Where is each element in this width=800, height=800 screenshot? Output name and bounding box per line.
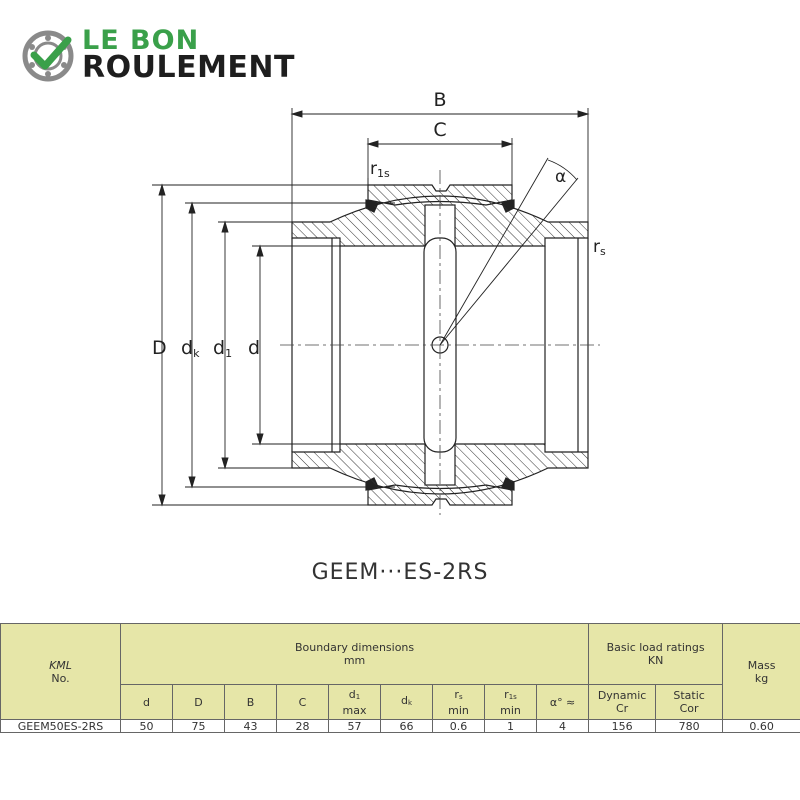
cell-D: 75 [173, 720, 225, 733]
subheader-dynamic: Dynamic Cr [589, 685, 656, 720]
cell-C: 28 [277, 720, 329, 733]
model-title: GEEM···ES-2RS [311, 560, 489, 585]
subheader-r1s: $r_{1s}$ min [485, 685, 537, 720]
header-boundary [121, 624, 589, 685]
header-load-line2: KN [647, 654, 664, 667]
header-kml [1, 624, 121, 720]
logo-text-line2: ROULEMENT [82, 50, 295, 85]
subheader-d: d [121, 685, 173, 720]
cell-cor: 780 [656, 720, 723, 733]
cell-mass: 0.60 [723, 720, 800, 733]
header-mass-line1: Mass [747, 658, 776, 672]
subheader-D: D [173, 685, 225, 720]
cell-d: 50 [121, 720, 173, 733]
label-d: d [248, 337, 261, 359]
label-B: B [433, 89, 447, 111]
label-D: D [152, 337, 167, 359]
label-dk: dk [181, 337, 200, 360]
header-boundary-line2: mm [343, 654, 366, 667]
subheader-static: Static Cor [656, 685, 723, 720]
subheader-B: B [225, 685, 277, 720]
label-C: C [433, 119, 447, 141]
header-load [589, 624, 723, 685]
cell-B: 43 [225, 720, 277, 733]
spec-table [0, 623, 800, 733]
cell-r1s: 1 [485, 720, 537, 733]
cell-rs: 0.6 [433, 720, 485, 733]
header-boundary-line1: Boundary dimensions [294, 641, 415, 654]
header-load-line1: Basic load ratings [606, 641, 705, 654]
cell-dk: 66 [381, 720, 433, 733]
subheader-d1: $d_1$ max [329, 685, 381, 720]
subheader-dk: $d_k$ [381, 685, 433, 720]
label-r1s: r1s [370, 159, 390, 180]
cell-d1: 57 [329, 720, 381, 733]
header-mass [723, 624, 800, 720]
header-kml-line2: No. [51, 671, 70, 685]
subheader-alpha: α° ≈ [537, 685, 589, 720]
subheader-rs: $r_s$ min [433, 685, 485, 720]
cell-cr: 156 [589, 720, 656, 733]
table-row [1, 720, 800, 733]
label-alpha: α [555, 167, 567, 187]
label-rs: rs [593, 237, 606, 258]
header-kml-line1: KML [49, 658, 72, 672]
subheader-C: C [277, 685, 329, 720]
cell-alpha: 4 [537, 720, 589, 733]
header-mass-line2: kg [754, 671, 769, 685]
logo-text-line1: LE BON [82, 25, 200, 56]
label-d1: d1 [213, 337, 233, 360]
cell-part: GEEM50ES-2RS [1, 720, 121, 733]
